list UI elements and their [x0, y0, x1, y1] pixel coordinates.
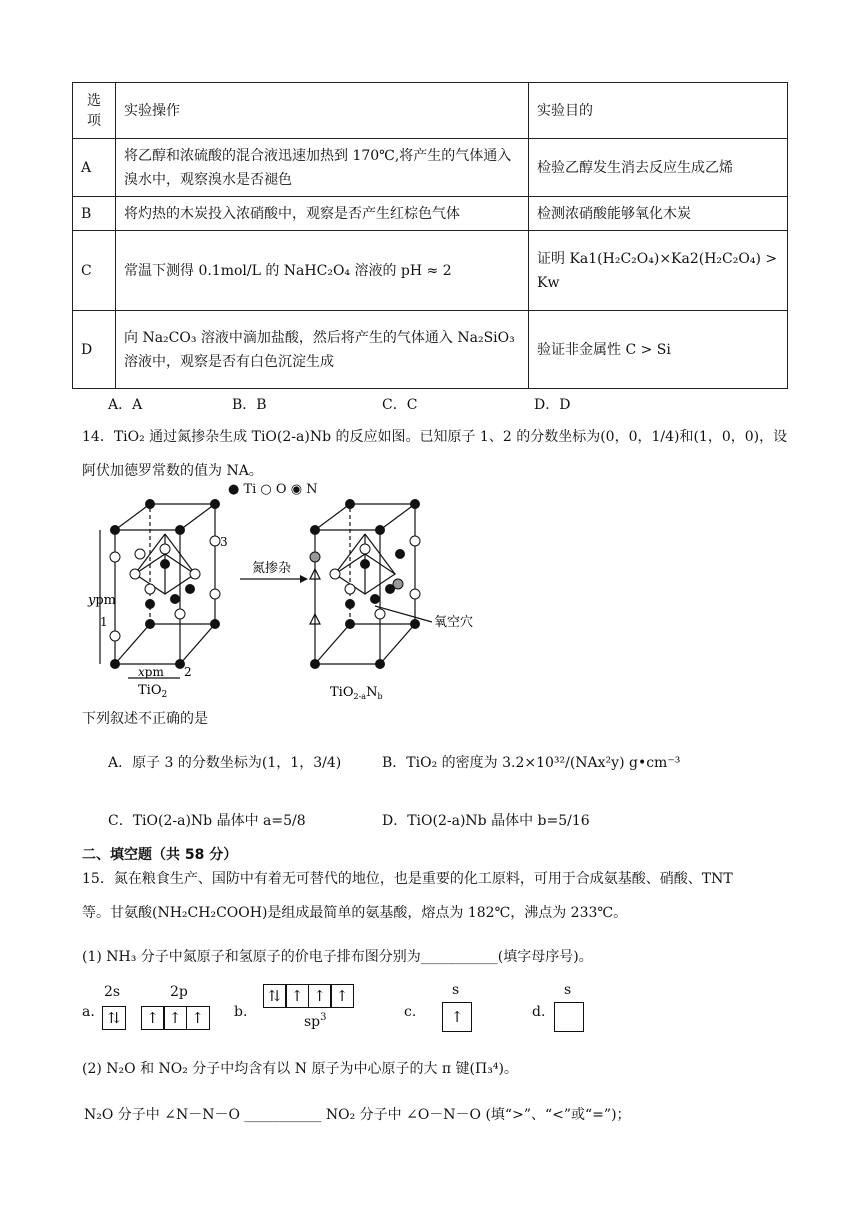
up-arrow-icon: ↑ — [186, 1006, 210, 1030]
crystal-figure — [80, 494, 500, 704]
orbital-2s-label: 2s — [104, 984, 121, 1000]
vacancy-label: 氧空穴 — [434, 615, 474, 630]
choice-c[interactable]: C．C — [382, 397, 418, 413]
q15-part2: (2) N₂O 和 NO₂ 分子中均含有以 N 原子为中心原子的大 π 键(Π₃⁴)。 — [82, 1061, 518, 1077]
q14-option-c[interactable]: C．TiO(2-a)Nb 晶体中 a=5/8 — [108, 813, 306, 829]
row-d-option: D — [73, 311, 116, 389]
row-a-goal: 检验乙醇发生消去反应生成乙烯 — [529, 139, 788, 197]
xlabel: xpm — [138, 665, 164, 679]
paired-arrow-icon: ⇅ — [263, 984, 287, 1008]
q14-stem-line1: 14．TiO₂ 通过氮掺杂生成 TiO(2-a)Nb 的反应如图。已知原子 1、2 的分数坐标为(0，0，1/4)和(1，0，0)，设 — [82, 429, 788, 445]
atom-2-label: 2 — [184, 665, 192, 679]
row-d-operation: 向 Na₂CO₃ 溶液中滴加盐酸，然后将产生的气体通入 Na₂SiO₃ 溶液中，观察是否有白色沉淀生成 — [116, 311, 529, 389]
row-b-option: B — [73, 197, 116, 231]
row-a-operation: 将乙醇和浓硫酸的混合液迅速加热到 170℃,将产生的气体通入溴水中，观察溴水是否褪色 — [116, 139, 529, 197]
atom-1-label: 1 — [100, 615, 108, 629]
orbital-2p-boxes — [142, 1006, 210, 1030]
section-2-heading: 二、填空题（共 58 分） — [82, 847, 238, 863]
orbital-d-s-label: s — [564, 982, 572, 998]
q14-prompt: 下列叙述不正确的是 — [82, 711, 208, 727]
q14-legend: ● Ti ○ O ◉ N — [228, 482, 318, 497]
arrow-label: 氮掺杂 — [252, 561, 292, 576]
up-arrow-icon: ↑ — [308, 984, 332, 1008]
orbital-c-box — [442, 1002, 472, 1032]
choice-d[interactable]: D．D — [534, 397, 571, 413]
row-d-goal: 验证非金属性 C > Si — [529, 311, 788, 389]
header-option: 选 项 — [73, 83, 116, 139]
q15-line1: 15．氮在粮食生产、国防中有着无可替代的地位，也是重要的化工原料，可用于合成氨基酸、硝酸、TNT — [82, 871, 733, 887]
up-arrow-icon: ↑ — [330, 984, 354, 1008]
orbital-options — [82, 982, 642, 1048]
up-arrow-icon: ↑ — [285, 984, 309, 1008]
right-label: $TiO_{2-a}N_b$ — [330, 685, 383, 701]
orbital-b-label: b. — [234, 1004, 248, 1020]
orbital-a-label: a. — [82, 1004, 95, 1020]
orbital-2p-label: 2p — [170, 984, 188, 1000]
ylabel: ypm — [88, 593, 117, 608]
orbital-sp3-boxes — [264, 984, 354, 1008]
choice-b[interactable]: B．B — [232, 397, 267, 413]
row-c-option: C — [73, 231, 116, 311]
row-c-goal: 证明 Ka1(H₂C₂O₄)×Ka2(H₂C₂O₄) > Kw — [529, 231, 788, 311]
up-arrow-icon: ↑ — [163, 1006, 187, 1030]
choice-a[interactable]: A．A — [108, 397, 143, 413]
atom-3-label: 3 — [220, 535, 228, 549]
up-arrow-icon: ↑ — [442, 1002, 472, 1032]
empty-orbital-icon — [554, 1002, 584, 1032]
left-label: TiO$_2$ — [138, 683, 168, 700]
q15-part2-blank-line: N₂O 分子中 ∠N－N－O ___________ NO₂ 分子中 ∠O－N－O (填“>”、“<”或“=”)； — [84, 1107, 631, 1123]
orbital-d-box — [554, 1002, 584, 1036]
experiment-table — [72, 82, 788, 389]
row-b-operation: 将灼热的木炭投入浓硝酸中，观察是否产生红棕色气体 — [116, 197, 529, 231]
orbital-sp3-label: $sp^3$ — [304, 1012, 327, 1030]
row-b-goal: 检测浓硝酸能够氧化木炭 — [529, 197, 788, 231]
q15-part1: (1) NH₃ 分子中氮原子和氢原子的价电子排布图分别为___________(填字母序号)。 — [82, 949, 593, 965]
up-arrow-icon: ↑ — [141, 1006, 165, 1030]
paired-arrow-icon: ⇅ — [102, 1006, 126, 1030]
orbital-c-label: c. — [404, 1004, 417, 1020]
header-goal: 实验目的 — [529, 83, 788, 139]
q14-stem-line2: 阿伏加德罗常数的值为 NA。 — [82, 463, 263, 479]
q14-option-d[interactable]: D．TiO(2-a)Nb 晶体中 b=5/16 — [382, 813, 590, 829]
q14-option-b[interactable]: B．TiO₂ 的密度为 3.2×10³²/(NAx²y) g•cm⁻³ — [382, 755, 681, 771]
header-operation: 实验操作 — [116, 83, 529, 139]
orbital-d-label: d. — [532, 1004, 546, 1020]
orbital-c-s-label: s — [452, 982, 460, 998]
q14-option-a[interactable]: A．原子 3 的分数坐标为(1，1，3/4) — [108, 755, 342, 771]
row-a-option: A — [73, 139, 116, 197]
row-c-operation: 常温下测得 0.1mol/L 的 NaHC₂O₄ 溶液的 pH ≈ 2 — [116, 231, 529, 311]
q15-line2: 等。甘氨酸(NH₂CH₂COOH)是组成最简单的氨基酸，熔点为 182℃，沸点为 233℃。 — [82, 905, 628, 921]
orbital-2s-box — [102, 1006, 126, 1030]
